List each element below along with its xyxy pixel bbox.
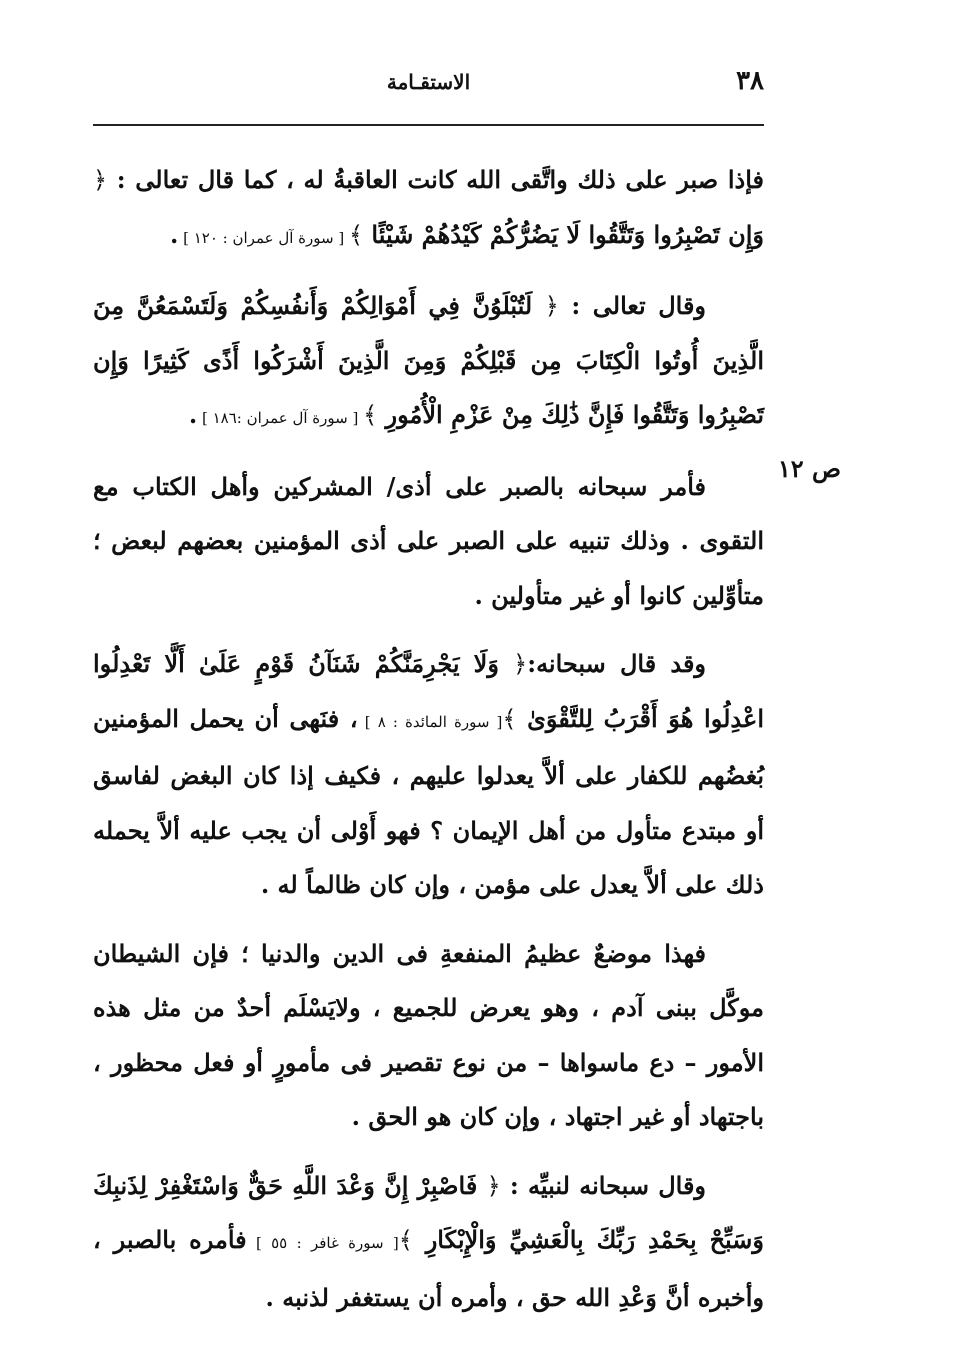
verse-reference: [ سورة آل عمران : ١٢٠ ] — [178, 228, 349, 247]
margin-note: ص ١٢ — [777, 454, 841, 483]
quran-close-bracket: ﴾ — [348, 220, 364, 249]
running-title: الاستقـامة — [386, 70, 471, 94]
quran-verse: لَتُبْلَوُنَّ فِي أَمْوَالِكُمْ وَأَنفُسِكُمْ وَلَتَسْمَعُنَّ مِنَ الَّذِينَ أُوتُوا الْكِتَابَ مِن قَبْلِكُمْ وَمِنَ الَّذِينَ أَشْرَكُوا أَذًى كَثِيرًا وَإِن تَصْبِرُوا وَتَتَّقُوا فَإِنَّ ذَٰلِكَ مِنْ عَزْمِ الْأُمُورِ — [93, 291, 764, 429]
quran-open-bracket: ﴿ — [486, 1171, 501, 1200]
paragraph-3 — [93, 460, 764, 624]
paragraph-5 — [93, 927, 764, 1145]
body-text — [93, 153, 764, 1339]
paragraph-1 — [93, 153, 764, 265]
header-rule — [93, 124, 764, 126]
page-number: ٣٨ — [736, 66, 764, 96]
paragraph-2 — [93, 279, 764, 446]
text-run: . — [188, 400, 198, 429]
quran-close-bracket: ﴾ — [502, 704, 517, 733]
quran-open-bracket: ﴿ — [513, 650, 528, 678]
text-run: فأمر سبحانه بالصبر على أذى/ المشركين وأهل الكتاب مع التقوى . وذلك تنبيه على الصبر على أذى المؤمنين بعضهم لبعض ؛ متأوِّلين كانوا أو غير متأولين . — [93, 471, 764, 610]
page-header — [93, 66, 764, 106]
quran-verse: وَإِن تَصْبِرُوا وَتَتَّقُوا لَا يَضُرُّكُمْ كَيْدُهُمْ شَيْئًا — [363, 219, 764, 249]
text-run: فأمره بالصبر ، وأخبره أنَّ وَعْدِ الله حق ، وأمره أن يستغفر لذنبه . — [93, 1225, 764, 1312]
text-run: فهذا موضعٌ عظيمُ المنفعةِ فى الدين والدنيا ؛ فإن الشيطان موكَّل ببنى آدم ، وهو يعرض للجميع ، ولايَسْلَم أحدٌ من مثل هذه الأمور – دع ماسواها – من نوع تقصير فى مأمورٍ أو فعل محظور ، باجتهاد أو غير اجتهاد ، وإن كان هو الحق . — [93, 938, 764, 1131]
quran-close-bracket: ﴾ — [398, 1226, 413, 1254]
text-run: وقد قال سبحانه: — [527, 649, 707, 678]
quran-open-bracket: ﴿ — [544, 292, 559, 320]
quran-close-bracket: ﴾ — [363, 401, 378, 429]
verse-reference: [ سورة آل عمران :١٨٦ ] — [197, 409, 364, 427]
paragraph-6 — [93, 1159, 764, 1326]
text-run: . — [169, 219, 179, 249]
text-run: فإذا صبر على ذلك واتَّقى الله كانت العاقبةُ له ، كما قال تعالى : — [107, 165, 765, 194]
text-run: ، فنَهى أن يحمل المؤمنين بُغضُهم للكفار على ألاَّ يعدلوا عليهم ، فكيف إذا كان البغض لفاسق أو مبتدع متأول من أهل الإيمان ؟ فهو أَوْلى أن يجب عليه ألاَّ يحمله ذلك على ألاَّ يعدل على مؤمن ، وإن كان ظالماً له . — [93, 703, 764, 899]
quran-verse: فَاصْبِرْ إِنَّ وَعْدَ اللَّهِ حَقٌّ وَاسْتَغْفِرْ لِذَنبِكَ وَسَبِّحْ بِحَمْدِ رَبِّكَ بِالْعَشِيِّ وَالْإِبْكَارِ — [93, 1170, 764, 1254]
text-run: وقال تعالى : — [558, 291, 706, 320]
quran-verse: وَلَا يَجْرِمَنَّكُمْ شَنَآنُ قَوْمٍ عَلَىٰ أَلَّا تَعْدِلُوا اعْدِلُوا هُوَ أَقْرَبُ لِلتَّقْوَىٰ — [93, 649, 764, 733]
verse-reference: [ سورة المائدة : ٨ ] — [357, 712, 503, 731]
quran-open-bracket: ﴿ — [93, 166, 108, 194]
verse-reference: [ سورة غافر : ٥٥ ] — [246, 1234, 399, 1252]
paragraph-4 — [93, 637, 764, 913]
text-run: وقال سبحانه لنبيِّه : — [500, 1170, 707, 1200]
